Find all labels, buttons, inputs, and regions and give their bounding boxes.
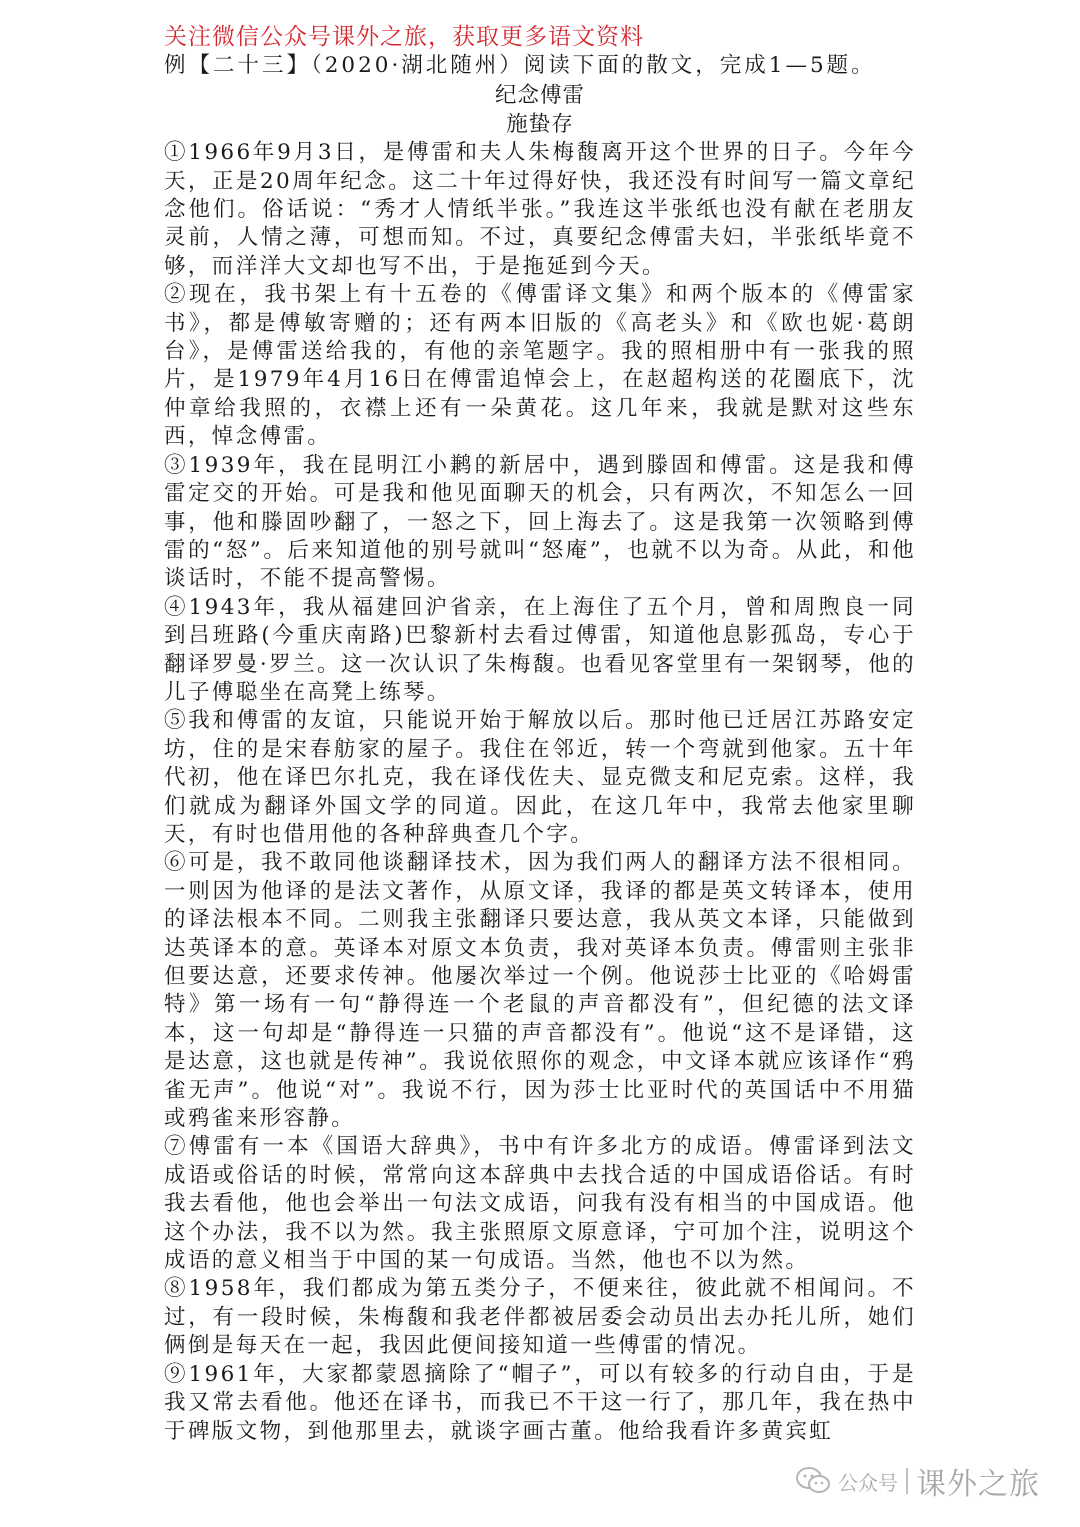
- paragraph-6: ⑥可是，我不敢同他谈翻译技术，因为我们两人的翻译方法不很相同。一则因为他译的是法文著作，从原文译，我译的都是英文转译本，使用的译法根本不同。二则我主张翻译只要达意，我从英文本译，只能做到达英译本的意。英译本对原文本负责，我对英译本负责。傅雷则主张非但要达意，还要求传神。他屡次举过一个例。他说莎士比亚的《哈姆雷特》第一场有一句“静得连一个老鼠的声音都没有”，但纪德的法文译本，这一句却是“静得连一只猫的声音都没有”。他说“这不是译错，这是达意，这也就是传神”。我说依照你的观念，中文译本就应该译作“鸦雀无声”。他说“对”。我说不行，因为莎士比亚时代的英国话中不用猫或鸦雀来形容静。: [164, 850, 916, 1132]
- wechat-promo-banner: 关注微信公众号课外之旅，获取更多语文资料: [164, 24, 644, 50]
- paragraph-9: ⑨1961年，大家都蒙恩摘除了“帽子”，可以有较多的行动自由，于是我又常去看他。他还在译书，而我已不干这一行了，那几年，我在热中于碑版文物，到他那里去，就谈字画古董。他给我看许多黄宾虹: [164, 1361, 916, 1444]
- exercise-intro: 例【二十三】（2020·湖北随州）阅读下面的散文，完成1—5题。: [164, 53, 876, 78]
- article-body: [164, 139, 916, 1446]
- watermark-big-label: 课外之旅: [916, 1468, 1040, 1501]
- article-author: 施蛰存: [506, 111, 574, 137]
- wechat-watermark: [796, 1459, 1040, 1503]
- wechat-logo-icon: [796, 1466, 830, 1496]
- watermark-small-label: 公众号: [838, 1472, 898, 1495]
- paragraph-3: ③1939年，我在昆明江小鹣的新居中，遇到滕固和傅雷。这是我和傅雷定交的开始。可是我和他见面聊天的机会，只有两次，不知怎么一回事，他和滕固吵翻了，一怒之下，回上海去了。这是我第一次领略到傅雷的“怒”。后来知道他的别号就叫“怒庵”，也就不以为奇。从此，和他谈话时，不能不提高警惕。: [164, 452, 916, 592]
- document-page: [164, 22, 916, 1446]
- paragraph-4: ④1943年，我从福建回沪省亲，在上海住了五个月，曾和周煦良一同到吕班路(今重庆南路)巴黎新村去看过傅雷，知道他息影孤岛，专心于翻译罗曼·罗兰。这一次认识了朱梅馥。也看见客堂里有一架钢琴，他的儿子傅聪坐在高凳上练琴。: [164, 594, 916, 705]
- paragraph-2: ②现在，我书架上有十五卷的《傅雷译文集》和两个版本的《傅雷家书》，都是傅敏寄赠的；还有两本旧版的《高老头》和《欧也妮·葛朗台》，是傅雷送给我的，有他的亲笔题字。我的照相册中有一张我的照片，是1979年4月16日在傅雷追悼会上，在赵超构送的花圈底下，沈仲章给我照的，衣襟上还有一朵黄花。这几年来，我就是默对这些东西，悼念傅雷。: [164, 282, 916, 450]
- paragraph-5: ⑤我和傅雷的友谊，只能说开始于解放以后。那时他已迁居江苏路安定坊，住的是宋春舫家的屋子。我住在邻近，转一个弯就到他家。五十年代初，他在译巴尔扎克，我在译伐佐夫、显克微支和尼克索。这样，我们就成为翻译外国文学的同道。因此，在这几年中，我常去他家里聊天，有时也借用他的各种辞典查几个字。: [164, 708, 916, 847]
- paragraph-7: ⑦傅雷有一本《国语大辞典》，书中有许多北方的成语。傅雷译到法文成语或俗话的时候，常常向这本辞典中去找合适的中国成语俗话。有时我去看他，他也会举出一句法文成语，问我有没有相当的中国成语。他这个办法，我不以为然。我主张照原文原意译，宁可加个注，说明这个成语的意义相当于中国的某一句成语。当然，他也不以为然。: [164, 1134, 916, 1274]
- paragraph-8: ⑧1958年，我们都成为第五类分子，不便来往，彼此就不相闻问。不过，有一段时候，朱梅馥和我老伴都被居委会动员出去办托儿所，她们俩倒是每天在一起，我因此便间接知道一些傅雷的情况。: [164, 1276, 916, 1359]
- article-title: 纪念傅雷: [494, 83, 585, 109]
- watermark-divider: [906, 1468, 908, 1494]
- paragraph-1: ①1966年9月3日，是傅雷和夫人朱梅馥离开这个世界的日子。今年今天，正是20周年纪念。这二十年过得好快，我还没有时间写一篇文章纪念他们。俗话说：“秀才人情纸半张。”我连这半张纸也没有献在老朋友灵前，人情之薄，可想而知。不过，真要纪念傅雷夫妇，半张纸毕竟不够，而洋洋大文却也写不出，于是拖延到今天。: [164, 140, 916, 279]
